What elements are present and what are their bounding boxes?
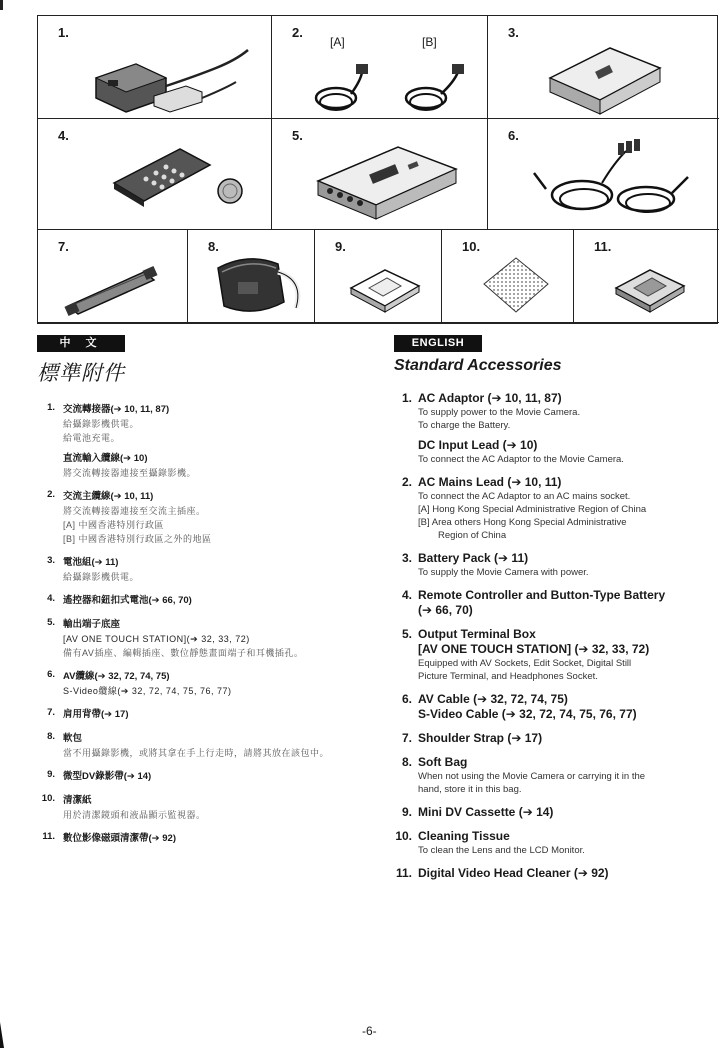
list-item: 2. 交流主纜線(➔ 10, 11) 將交流轉接器連接至交流主插座。 [A] 中國香港特別行政區 [B] 中國香港特別行政區之外的地區 (47, 489, 212, 544)
list-item: 2. AC Mains Lead (➔ 10, 11) To connect the AC Adaptor to an AC mains socket. [A] Hong Kong Special Administrative Region of China [B] Area others Hong Kong Special Administrative Region of China (401, 475, 647, 541)
list-item: 11. Digital Video Head Cleaner (➔ 92) (395, 866, 609, 880)
cell-number: 6. (508, 128, 519, 143)
grid-cell-3 (488, 16, 719, 119)
page-number: -6- (362, 1024, 377, 1038)
cell-number: 5. (292, 128, 303, 143)
list-item: 8. Soft Bag When not using the Movie Camera or carrying it in the hand, store it in this bag. (401, 755, 646, 795)
accessory-grid (37, 15, 718, 324)
language-tag-english: ENGLISH (394, 335, 482, 352)
battery-pack-icon (540, 38, 670, 116)
list-item: 9. Mini DV Cassette (➔ 14) (401, 805, 554, 819)
list-item: 5. Output Terminal Box [AV ONE TOUCH STATION] (➔ 32, 33, 72) Equipped with AV Sockets, Edit Socket, Digital Still Picture Terminal, and Headphones Socket. (401, 627, 650, 682)
accessory-list-chinese (37, 402, 372, 846)
cell-number: 8. (208, 239, 219, 254)
list-item: 7. 肩用背帶(➔ 17) (47, 707, 129, 720)
edge-mark-top (0, 0, 3, 10)
cell-number: 1. (58, 25, 69, 40)
list-item: 6. AV Cable (➔ 32, 72, 74, 75) S-Video Cable (➔ 32, 72, 74, 75, 76, 77) (401, 692, 637, 721)
english-section (394, 333, 714, 890)
list-item: 8. 軟包 當不用攝錄影機，或將其拿在手上行走時，請將其放在該包中。 (47, 731, 330, 758)
section-heading-english: Standard Accessories (394, 357, 562, 374)
cell-number: 3. (508, 25, 519, 40)
list-item: 5. 輸出端子底座 [AV ONE TOUCH STATION](➔ 32, 33, 72) 備有AV插座、編輯插座、數位靜態畫面端子和耳機插孔。 (47, 617, 304, 658)
list-item: 7. Shoulder Strap (➔ 17) (401, 731, 543, 745)
cell-number: 4. (58, 128, 69, 143)
list-item: 3. Battery Pack (➔ 11) To supply the Movie Camera with power. (401, 551, 589, 578)
cell-number: 7. (58, 239, 69, 254)
grid-cell-8 (188, 230, 315, 323)
grid-cell-11 (574, 230, 719, 323)
grid-cell-6 (488, 119, 719, 230)
lead-label-a: [A] (330, 35, 345, 49)
remote-controller-icon (102, 139, 252, 225)
list-item: 3. 電池組(➔ 11) 給攝錄影機供電。 (47, 555, 140, 582)
grid-cell-2 (272, 16, 488, 119)
list-item: 9. 微型DV錄影帶(➔ 14) (47, 769, 152, 782)
shoulder-strap-icon (60, 252, 170, 320)
lead-label-b: [B] (422, 35, 437, 49)
cleaning-tissue-icon (476, 252, 556, 318)
accessory-list-english (394, 391, 714, 881)
cell-number: 10. (462, 239, 481, 254)
grid-cell-4 (38, 119, 272, 230)
soft-bag-icon (208, 246, 312, 322)
list-item: 4. Remote Controller and Button-Type Battery (➔ 66, 70) (401, 588, 666, 617)
grid-cell-7 (38, 230, 188, 323)
grid-cell-9 (315, 230, 442, 323)
grid-cell-10 (442, 230, 574, 323)
list-item: 10. 清潔紙 用於清潔鏡頭和液晶顯示監視器。 (41, 793, 206, 820)
output-terminal-box-icon (308, 133, 468, 227)
list-item: 4. 遙控器和鈕扣式電池(➔ 66, 70) (47, 593, 192, 606)
ac-adaptor-icon (86, 38, 256, 116)
list-item: 1. AC Adaptor (➔ 10, 11, 87) To supply power to the Movie Camera. To charge the Battery. DC Input Lead (➔ 10) To connect the AC Adaptor to the Movie Camera. (401, 391, 624, 465)
cell-number: 2. (292, 25, 303, 40)
language-tag-chinese: 中 文 (37, 335, 125, 352)
ac-mains-lead-icon (296, 50, 476, 116)
chinese-section (37, 333, 372, 855)
edge-mark-bottom (0, 1022, 6, 1048)
list-item: 11. 數位影像磁頭清潔帶(➔ 92) (42, 831, 176, 844)
mini-dv-cassette-icon (345, 258, 425, 318)
head-cleaner-icon (610, 258, 690, 318)
cell-number: 11. (594, 239, 612, 254)
list-item: 6. AV纜線(➔ 32, 72, 74, 75) S-Video纜線(➔ 32, 72, 74, 75, 76, 77) (47, 669, 232, 696)
grid-cell-1 (38, 16, 272, 119)
grid-cell-5 (272, 119, 488, 230)
av-cable-icon (522, 133, 702, 227)
section-heading-chinese: 標準附件 (37, 362, 125, 385)
list-item: 1. 交流轉接器(➔ 10, 11, 87) 給攝錄影機供電。 給電池充電。 直流輸入纜線(➔ 10) 將交流轉接器連接至攝錄影機。 (47, 402, 197, 478)
cell-number: 9. (335, 239, 346, 254)
list-item: 10. Cleaning Tissue To clean the Lens and the LCD Monitor. (395, 829, 585, 856)
